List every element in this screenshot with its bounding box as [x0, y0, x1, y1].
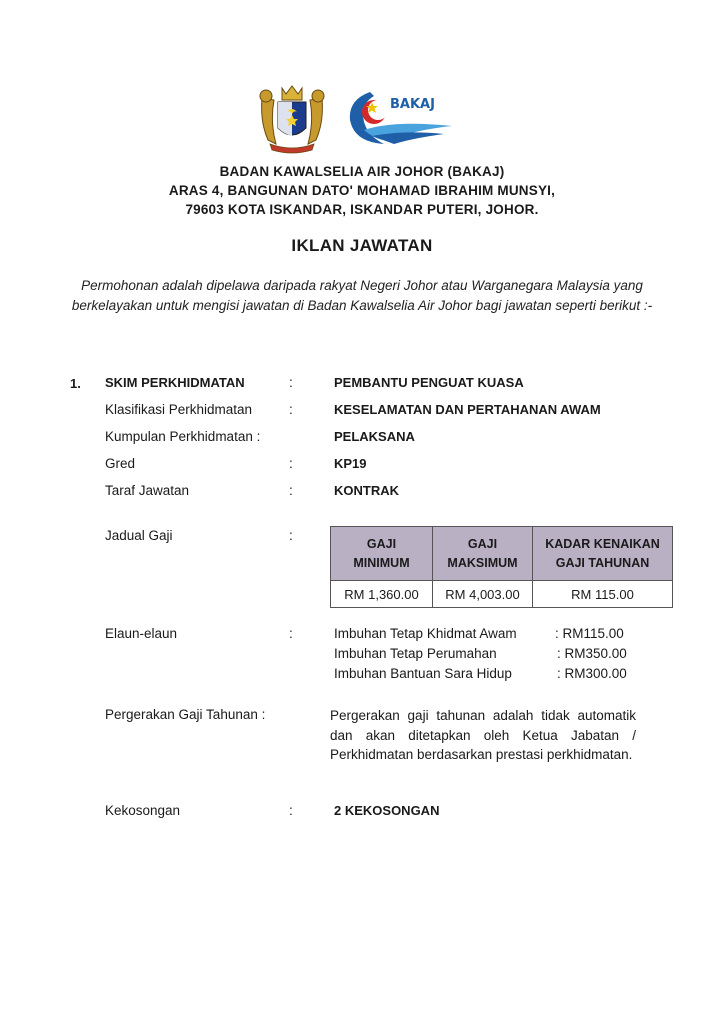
page-title: IKLAN JAWATAN	[291, 236, 433, 255]
field-value: KONTRAK	[334, 483, 399, 498]
allowance-value: : RM300.00	[557, 666, 627, 681]
field-value: KP19	[334, 456, 367, 471]
salary-table	[330, 526, 673, 608]
organization-name: BADAN KAWALSELIA AIR JOHOR (BAKAJ)	[219, 164, 505, 179]
field-colon: :	[289, 626, 293, 641]
allowance-item	[334, 666, 654, 686]
header-line: GAJI	[467, 536, 498, 551]
field-value: KESELAMATAN DAN PERTAHANAN AWAM	[334, 402, 601, 417]
field-colon: :	[289, 483, 293, 498]
bakaj-logo-icon	[344, 86, 456, 150]
field-label: Gred	[105, 456, 136, 471]
field-colon: :	[289, 456, 293, 471]
allowance-item	[334, 646, 654, 666]
field-colon: :	[289, 528, 293, 543]
field-label: Pergerakan Gaji Tahunan :	[105, 707, 266, 722]
allowance-item	[334, 626, 654, 646]
field-kumpulan	[105, 429, 685, 449]
address-line-2: 79603 KOTA ISKANDAR, ISKANDAR PUTERI, JOHOR.	[185, 202, 539, 217]
header-line: KADAR KENAIKAN	[545, 536, 660, 551]
salary-header-increment	[533, 527, 673, 581]
field-value: PEMBANTU PENGUAT KUASA	[334, 375, 524, 390]
field-kekosongan	[105, 803, 685, 823]
allowance-name: Imbuhan Tetap Perumahan	[334, 646, 497, 661]
field-label: SKIM PERKHIDMATAN	[105, 375, 245, 390]
johor-crest-icon	[254, 82, 330, 154]
salary-header-min	[331, 527, 433, 581]
header-line: MAKSIMUM	[447, 555, 518, 570]
table-row	[331, 581, 673, 608]
field-colon: :	[289, 803, 293, 818]
field-label: Jadual Gaji	[105, 528, 173, 543]
address-line-1: ARAS 4, BANGUNAN DATO' MOHAMAD IBRAHIM MUNSYI,	[168, 183, 556, 198]
field-label: Elaun-elaun	[105, 626, 178, 641]
field-value: 2 KEKOSONGAN	[334, 803, 440, 818]
item-number: 1.	[70, 376, 81, 391]
header-line: MINIMUM	[353, 555, 410, 570]
salary-increment-value: RM 115.00	[533, 581, 673, 608]
field-colon: :	[289, 375, 293, 390]
header-line: GAJI TAHUNAN	[555, 555, 650, 570]
field-label: Taraf Jawatan	[105, 483, 190, 498]
allowance-name: Imbuhan Bantuan Sara Hidup	[334, 666, 512, 681]
field-label: Klasifikasi Perkhidmatan	[105, 402, 253, 417]
field-gred	[105, 456, 685, 476]
salary-header-max	[433, 527, 533, 581]
field-label: Kumpulan Perkhidmatan :	[105, 429, 261, 444]
field-skim	[105, 375, 685, 395]
intro-paragraph: Permohonan adalah dipelawa daripada rakyat Negeri Johor atau Warganegara Malaysia yang berkelayakan untuk mengisi jawatan di Badan Kawalselia Air Johor bagi jawatan seperti berikut :-	[71, 278, 653, 313]
allowance-value: : RM115.00	[555, 626, 624, 641]
field-taraf	[105, 483, 685, 503]
bakaj-logo-text: BAKAJ	[390, 97, 435, 112]
field-label: Kekosongan	[105, 803, 181, 818]
salary-max-value: RM 4,003.00	[433, 581, 533, 608]
field-value: PELAKSANA	[334, 429, 415, 444]
salary-min-value: RM 1,360.00	[331, 581, 433, 608]
header-line: GAJI	[366, 536, 397, 551]
allowance-value: : RM350.00	[557, 646, 627, 661]
allowance-name: Imbuhan Tetap Khidmat Awam	[334, 626, 517, 641]
field-colon: :	[289, 402, 293, 417]
pergerakan-text: Pergerakan gaji tahunan adalah tidak automatik dan akan ditetapkan oleh Ketua Jabatan / Perkhidmatan berdasarkan prestasi perkhidmatan.	[330, 708, 636, 762]
field-klasifikasi	[105, 402, 685, 422]
